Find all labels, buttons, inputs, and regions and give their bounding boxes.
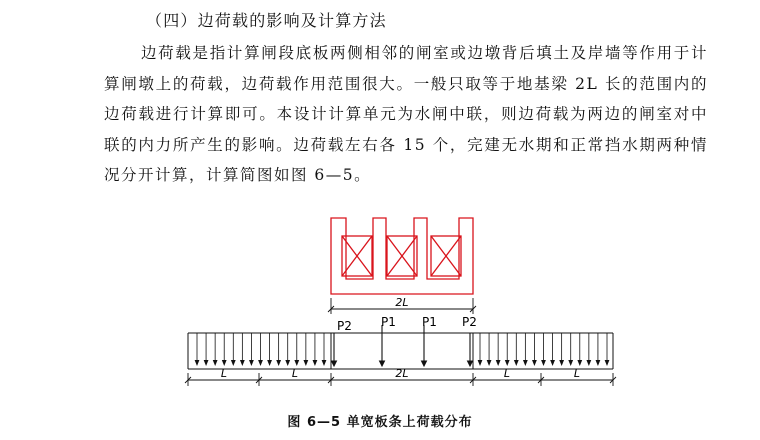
right-edge-load-arrows [478,333,610,366]
right-load-arrowhead-14 [596,360,601,366]
top-dimension-label: 2L [395,296,409,309]
figure-caption: 图 6—5 单宽板条上荷载分布 [287,415,473,430]
left-load-arrowhead-2 [204,360,209,366]
left-load-arrowhead-13 [303,360,308,366]
concentrated-loads [334,325,470,366]
left-load-arrowhead-5 [231,360,236,366]
right-load-arrowhead-10 [559,360,564,366]
left-edge-load-arrows [195,333,327,366]
left-load-arrowhead-12 [294,360,299,366]
right-load-arrowhead-1 [478,360,483,366]
left-load-arrowhead-7 [249,360,254,366]
left-load-arrowhead-14 [313,360,318,366]
right-load-arrowhead-4 [505,360,510,366]
dim-label-r1: L [503,367,511,380]
left-load-arrowhead-11 [285,360,290,366]
sluice-structure [331,218,473,294]
label-p1-left: P1 [381,315,396,329]
body-paragraph-text: 边荷载是指计算闸段底板两侧相邻的闸室或边墩背后填土及岸墙等作用于计算闸墩上的荷载，边荷载作用范围很大。一般只取等于地基梁 2L 长的范围内的边荷载进行计算即可。本设计计算单元为水闸中联，则边荷载为两边的闸室对中联的内力所产生的影响。边荷载左右各 15 个，完建无水期和正常挡水期两种情况分开计算，计算简图如图 6—5。 [104,44,708,184]
left-load-arrowhead-10 [276,360,281,366]
left-load-arrowhead-9 [267,360,272,366]
right-load-arrowhead-9 [550,360,555,366]
right-load-arrowhead-2 [487,360,492,366]
right-load-arrowhead-11 [568,360,573,366]
right-load-arrowhead-8 [541,360,546,366]
left-load-arrowhead-6 [240,360,245,366]
label-p2-left: P2 [337,319,352,333]
left-load-arrowhead-8 [258,360,263,366]
dim-label-r2: L [573,367,581,380]
right-load-arrowhead-12 [577,360,582,366]
right-load-arrowhead-15 [605,360,610,366]
label-p1-right: P1 [422,315,437,329]
section-heading: （四）边荷载的影响及计算方法 [146,11,387,30]
left-load-arrowhead-1 [195,360,200,366]
dim-label-l2: L [291,367,299,380]
right-load-arrowhead-5 [514,360,519,366]
dim-label-center: 2L [395,367,409,380]
left-load-arrowhead-3 [213,360,218,366]
right-load-arrowhead-6 [523,360,528,366]
right-load-arrowhead-3 [496,360,501,366]
right-load-arrowhead-13 [586,360,591,366]
left-load-arrowhead-4 [222,360,227,366]
dim-label-l1: L [220,367,228,380]
label-p2-right: P2 [462,315,477,329]
left-load-arrowhead-15 [322,360,327,366]
right-load-arrowhead-7 [532,360,537,366]
